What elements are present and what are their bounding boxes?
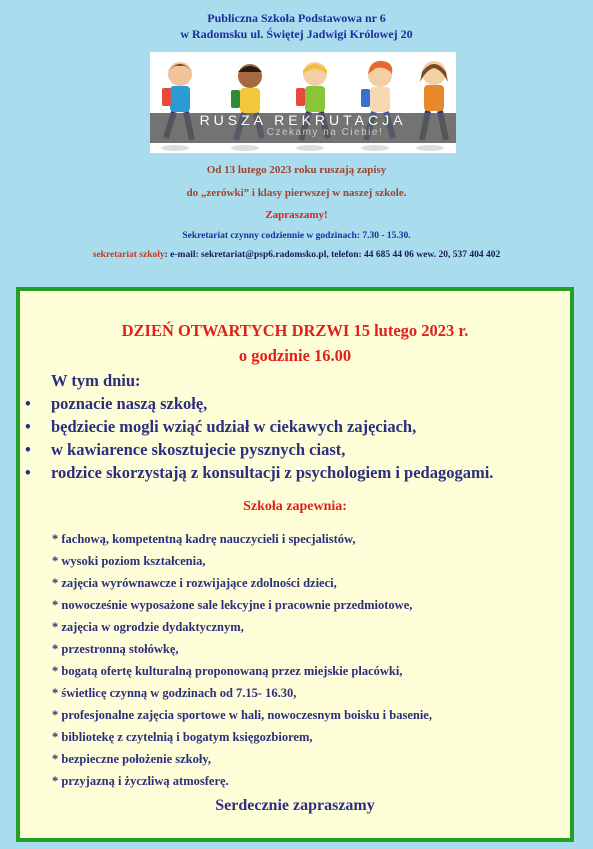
open-day-box: DZIEŃ OTWARTYCH DRZWI 15 lutego 2023 r. o godzinie 16.00 W tym dniu: • poznacie naszą szkołę, • będziecie mogli wziąć udział w ciekawych zajęciach, • w kawiarence skosztujecie pysznych ciast, • rodzice skorzystają z konsultacji z psychologiem i pedagogami. Szkoła zapewnia: * fachową, kompetentną kadrę nauczycieli i specjalistów, * wysoki poziom kształcenia, * zajęcia wyrównawcze i rozwijające zdolności dzieci, * nowocześnie wyposażone sale lekcyjne i pracownie przedmiotowe, * zajęcia w ogrodzie dydaktycznym, * przestronną stołówkę, * bogatą ofertę kulturalną proponowaną przez miejskie placówki, * świetlicę czynną w godzinach od 7.15- 16.30, * profesjonalne zajęcia sportowe w hali, nowoczesnym boisku i basenie, * bibliotekę z czytelnią i bogatym księgozbiorem, * bezpieczne położenie szkoły, * przyjazną i życzliwą atmosferę. Serdecznie zapraszamy bbox=[16, 287, 574, 842]
list-item: * nowocześnie wyposażone sale lekcyjne i pracownie przedmiotowe, bbox=[52, 598, 413, 612]
school-address: w Radomsku ul. Świętej Jadwigi Królowej 20 bbox=[180, 27, 413, 41]
list-item: * bogatą ofertę kulturalną proponowaną przez miejskie placówki, bbox=[52, 664, 403, 678]
list-item: * profesjonalne zajęcia sportowe w hali, nowoczesnym boisku i basenie, bbox=[52, 708, 432, 722]
closing-invitation: Serdecznie zapraszamy bbox=[215, 797, 375, 814]
list-item: * przyjazną i życzliwą atmosferę. bbox=[52, 774, 229, 788]
open-day-lead: W tym dniu: bbox=[51, 371, 141, 390]
list-item: * bezpieczne położenie szkoły, bbox=[52, 752, 212, 766]
banner-subtitle: Czekamy na Ciebie! bbox=[266, 127, 384, 138]
intro-line-2: do „zerówki” i klasy pierwszej w naszej szkole. bbox=[186, 187, 407, 199]
list-item: * wysoki poziom kształcenia, bbox=[52, 554, 206, 568]
list-item: * fachową, kompetentną kadrę nauczycieli i specjalistów, bbox=[52, 532, 356, 546]
contact-info bbox=[0, 250, 593, 260]
open-day-time: o godzinie 16.00 bbox=[238, 346, 352, 365]
list-item: * bibliotekę z czytelnią i bogatym księgozbiorem, bbox=[52, 730, 313, 744]
contact-label: sekretariat szkoły bbox=[92, 250, 165, 260]
recruitment-banner bbox=[150, 52, 456, 153]
open-day-title: DZIEŃ OTWARTYCH DRZWI 15 lutego 2023 r. bbox=[121, 321, 469, 340]
bullet-icon: • bbox=[25, 394, 31, 413]
bullet-icon: • bbox=[25, 417, 31, 436]
list-item: * zajęcia wyrównawcze i rozwijające zdolności dzieci, bbox=[52, 576, 337, 590]
bullet-icon: • bbox=[25, 463, 31, 482]
bullet-icon: • bbox=[25, 440, 31, 459]
intro-line-1: Od 13 lutego 2023 roku ruszają zapisy bbox=[206, 164, 387, 176]
school-name: Publiczna Szkoła Podstawowa nr 6 bbox=[207, 11, 386, 25]
banner-title: RUSZA REKRUTACJA bbox=[199, 112, 407, 128]
office-hours: Sekretariat czynny codziennie w godzinach: 7.30 - 15.30. bbox=[182, 231, 411, 241]
intro-invitation: Zapraszamy! bbox=[265, 209, 328, 221]
offer-title: Szkoła zapewnia: bbox=[243, 499, 347, 514]
list-item: * świetlicę czynną w godzinach od 7.15- 16.30, bbox=[52, 686, 297, 700]
list-item: * zajęcia w ogrodzie dydaktycznym, bbox=[52, 620, 244, 634]
list-item: * przestronną stołówkę, bbox=[52, 642, 179, 656]
contact-details[interactable]: : e-mail: sekretariat@psp6.radomsko.pl, telefon: 44 685 44 06 wew. 20, 537 404 402 bbox=[164, 250, 501, 260]
